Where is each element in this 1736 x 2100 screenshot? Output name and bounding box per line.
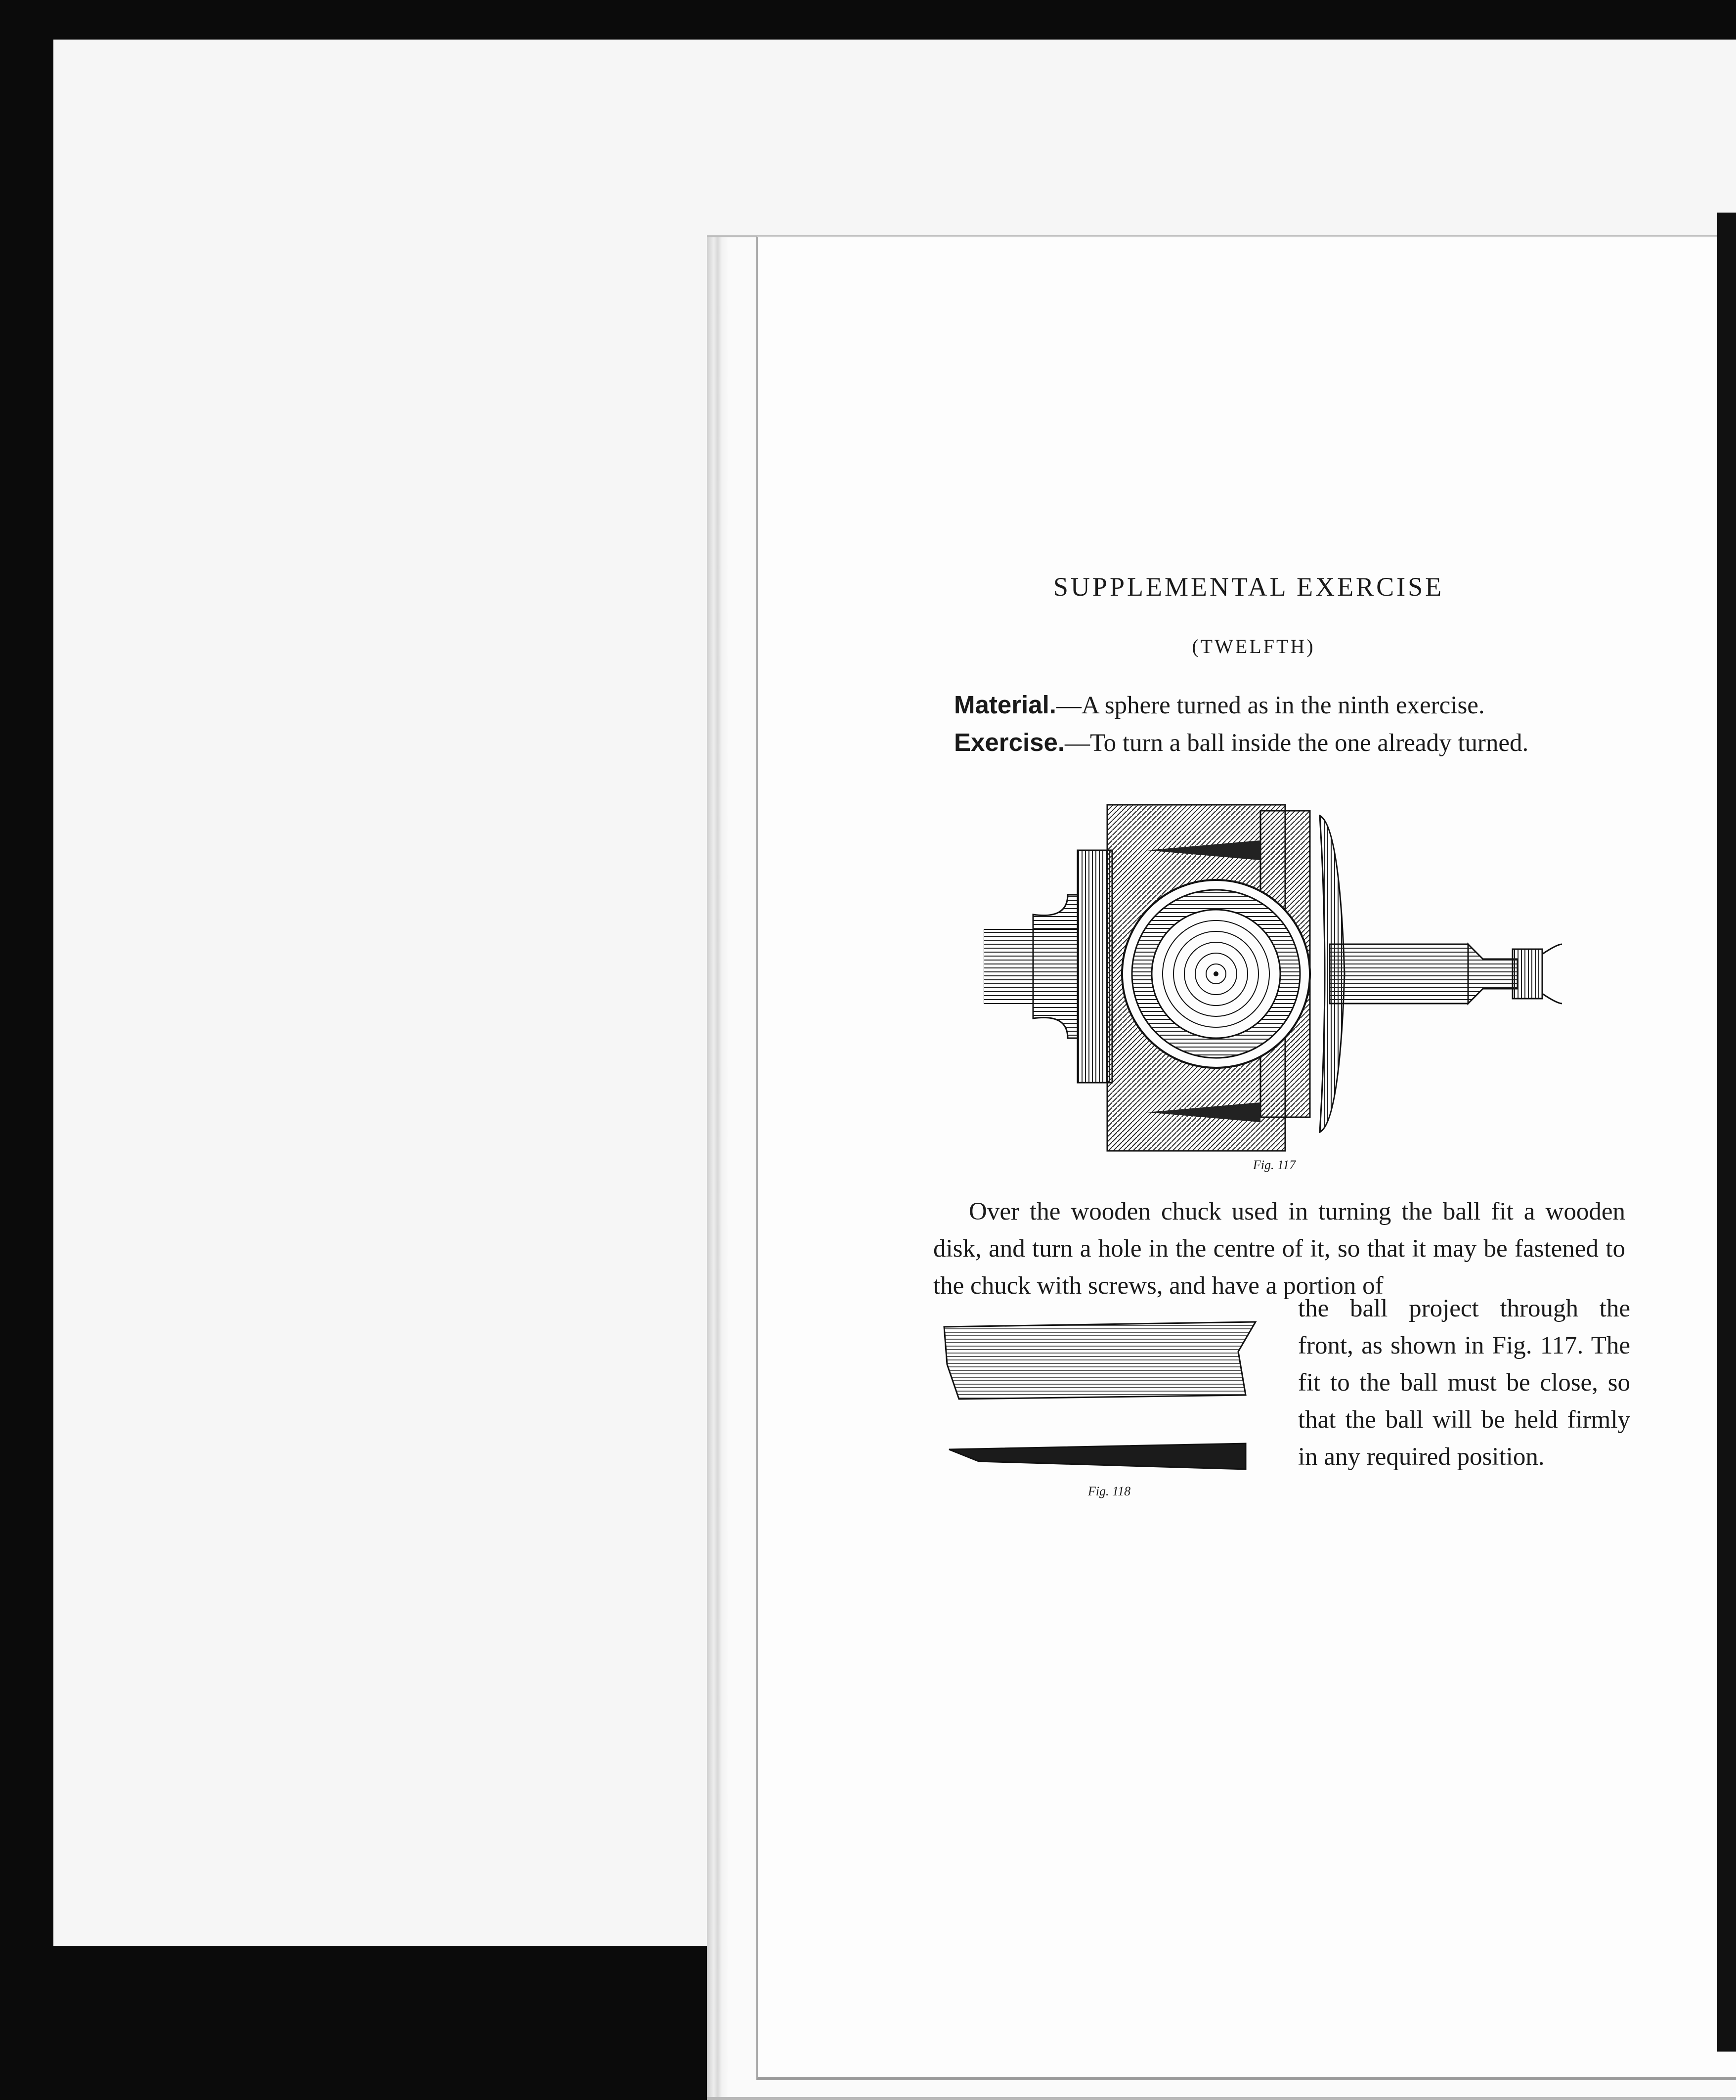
exercise-paragraph <box>918 724 1610 762</box>
figure-118-strip-illustration <box>939 1310 1270 1488</box>
section-heading: SUPPLEMENTAL EXERCISE <box>1053 572 1444 602</box>
body-paragraph-part1: Over the wooden chuck used in turning the ball fit a wooden disk, and turn a hole in the centre of it, so that it may be fastened to the chuck with screws, and have a portion of <box>933 1198 1625 1300</box>
book-cover-edge <box>1717 213 1736 2052</box>
figure-117-caption: Fig. 117 <box>1253 1158 1296 1172</box>
exercise-label: Exercise. <box>954 728 1065 756</box>
figure-117-chuck-illustration <box>984 796 1567 1162</box>
exercise-text: —To turn a ball inside the one already turned. <box>1065 729 1529 757</box>
material-text: —A sphere turned as in the ninth exercise. <box>1056 692 1485 719</box>
material-label: Material. <box>954 691 1056 719</box>
body-paragraph-part2: the ball project through the front, as shown in Fig. 117. The fit to the ball must be close, so that the ball will be held firmly in any required position. <box>1298 1295 1630 1471</box>
section-subheading: (TWELFTH) <box>1192 635 1315 657</box>
figure-118-caption: Fig. 118 <box>1087 1484 1131 1498</box>
material-paragraph <box>954 686 1616 724</box>
